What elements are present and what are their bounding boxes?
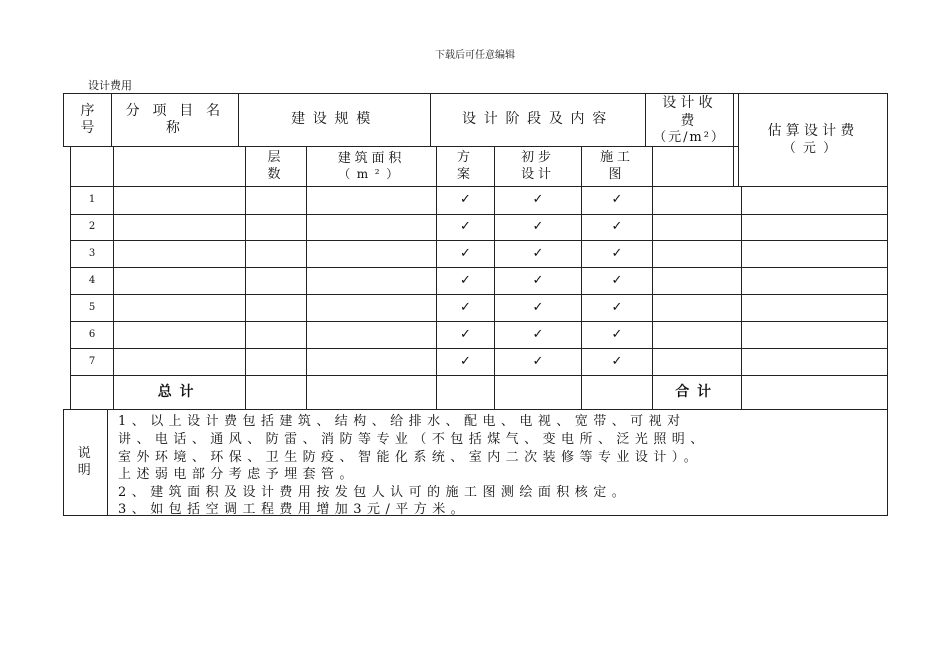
page-header: 下载后可任意编辑 [435, 50, 515, 61]
note-line: 1、以上设计费包括建筑、结构、给排水、配电、电视、宽带、可视对 [118, 414, 686, 429]
header-area: 建筑面积 [337, 150, 406, 166]
header-est-fee-unit: （元） [782, 140, 844, 156]
check-icon: ✓ [532, 245, 544, 261]
check-icon: ✓ [460, 326, 471, 342]
check-icon: ✓ [532, 299, 544, 315]
note-line: 讲、电话、通风、防雷、消防等专业（不包括煤气、变电所、泛光照明、 [118, 432, 709, 447]
row-number: 1 [88, 194, 96, 206]
check-icon: ✓ [611, 192, 623, 208]
header-est-fee: 估算设计费 [767, 123, 859, 140]
check-icon: ✓ [460, 219, 471, 235]
header-stage: 设计阶段及内容 [462, 111, 614, 128]
notes-label: 说明 [77, 446, 94, 478]
check-icon: ✓ [532, 192, 544, 208]
row-number: 5 [88, 301, 96, 313]
header-floors: 层数 [267, 150, 285, 182]
check-icon: ✓ [460, 272, 471, 288]
header-item-name: 分 项 目 名 称 [125, 102, 225, 136]
check-icon: ✓ [532, 353, 544, 369]
check-icon: ✓ [611, 219, 623, 235]
header-fee-rate-unit: （元/m²） [653, 130, 726, 146]
row-number: 4 [88, 274, 96, 286]
check-icon: ✓ [460, 353, 471, 369]
check-icon: ✓ [611, 353, 623, 369]
header-scheme: 方案 [457, 150, 474, 182]
header-seq: 序号 [80, 102, 95, 136]
section-label: 设计费用 [88, 79, 132, 92]
header-scale: 建设规模 [291, 111, 378, 128]
row-number: 2 [88, 221, 96, 233]
header-area-unit: （m²） [338, 167, 405, 182]
row-number: 7 [88, 355, 96, 367]
sum-label: 合计 [675, 383, 719, 400]
note-line: 上述弱电部分考虑予埋套管。 [118, 467, 358, 482]
header-fee-rate: 设计收费 [662, 94, 717, 129]
header-construction: 施工图 [600, 150, 634, 182]
check-icon: ✓ [611, 272, 623, 288]
check-icon: ✓ [611, 299, 623, 315]
check-icon: ✓ [460, 192, 471, 208]
row-number: 6 [88, 328, 96, 340]
check-icon: ✓ [532, 272, 544, 288]
total-label: 总计 [157, 383, 202, 400]
check-icon: ✓ [532, 326, 544, 342]
check-icon: ✓ [532, 219, 544, 235]
check-icon: ✓ [611, 326, 623, 342]
check-icon: ✓ [460, 245, 471, 261]
row-number: 3 [88, 247, 96, 259]
check-icon: ✓ [460, 299, 471, 315]
check-icon: ✓ [611, 245, 623, 261]
note-line: 2、建筑面积及设计费用按发包人认可的施工图测绘面积核定。 [118, 485, 631, 500]
header-prelim: 初步设计 [521, 150, 555, 182]
note-line: 3、如包括空调工程费用增加3元/平方米。 [118, 502, 470, 517]
note-line: 室外环境、环保、卫生防疫、智能化系统、室内二次装修等专业设计）。 [118, 450, 703, 465]
